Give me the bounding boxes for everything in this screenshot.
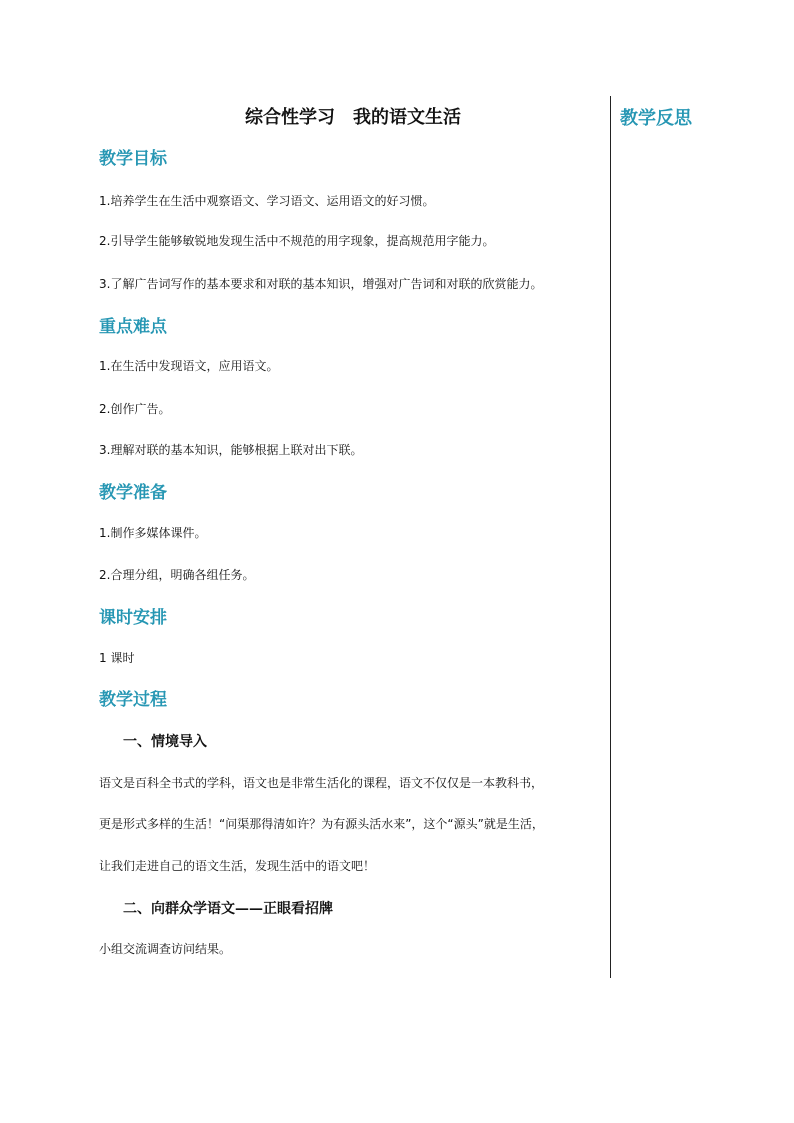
- preparation-item: 1.制作多媒体课件。: [99, 526, 207, 540]
- schedule-text: 1 课时: [99, 651, 135, 665]
- key-point-item: 2.创作广告。: [99, 402, 171, 416]
- goal-item: 2.引导学生能够敏锐地发现生活中不规范的用字现象，提高规范用字能力。: [99, 234, 495, 248]
- section-title-key-points: 重点难点: [99, 317, 167, 337]
- document-title: 综合性学习 我的语文生活: [245, 107, 461, 128]
- process-paragraph-line: 更是形式多样的生活！“问渠那得清如许？为有源头活水来”，这个“源头”就是生活，: [99, 817, 544, 831]
- reflection-heading: 教学反思: [620, 108, 692, 129]
- section-title-preparation: 教学准备: [99, 483, 167, 503]
- process-paragraph-line: 语文是百科全书式的学科，语文也是非常生活化的课程，语文不仅仅是一本教科书，: [99, 776, 544, 790]
- key-point-item: 1.在生活中发现语文，应用语文。: [99, 359, 279, 373]
- goal-item: 3.了解广告词写作的基本要求和对联的基本知识，增强对广告词和对联的欣赏能力。: [99, 277, 543, 291]
- goal-item: 1.培养学生在生活中观察语文、学习语文、运用语文的好习惯。: [99, 194, 435, 208]
- process-paragraph-line: 让我们走进自己的语文生活，发现生活中的语文吧！: [99, 859, 376, 873]
- section-title-process: 教学过程: [99, 690, 167, 710]
- section-title-goals: 教学目标: [99, 149, 167, 169]
- process-part2-title: 二、向群众学语文——正眼看招牌: [123, 901, 333, 917]
- column-divider: [610, 96, 611, 978]
- process-part1-title: 一、情境导入: [123, 734, 207, 750]
- preparation-item: 2.合理分组，明确各组任务。: [99, 568, 255, 582]
- process-part2-text: 小组交流调查访问结果。: [99, 942, 232, 956]
- key-point-item: 3.理解对联的基本知识，能够根据上联对出下联。: [99, 443, 363, 457]
- section-title-schedule: 课时安排: [99, 608, 167, 628]
